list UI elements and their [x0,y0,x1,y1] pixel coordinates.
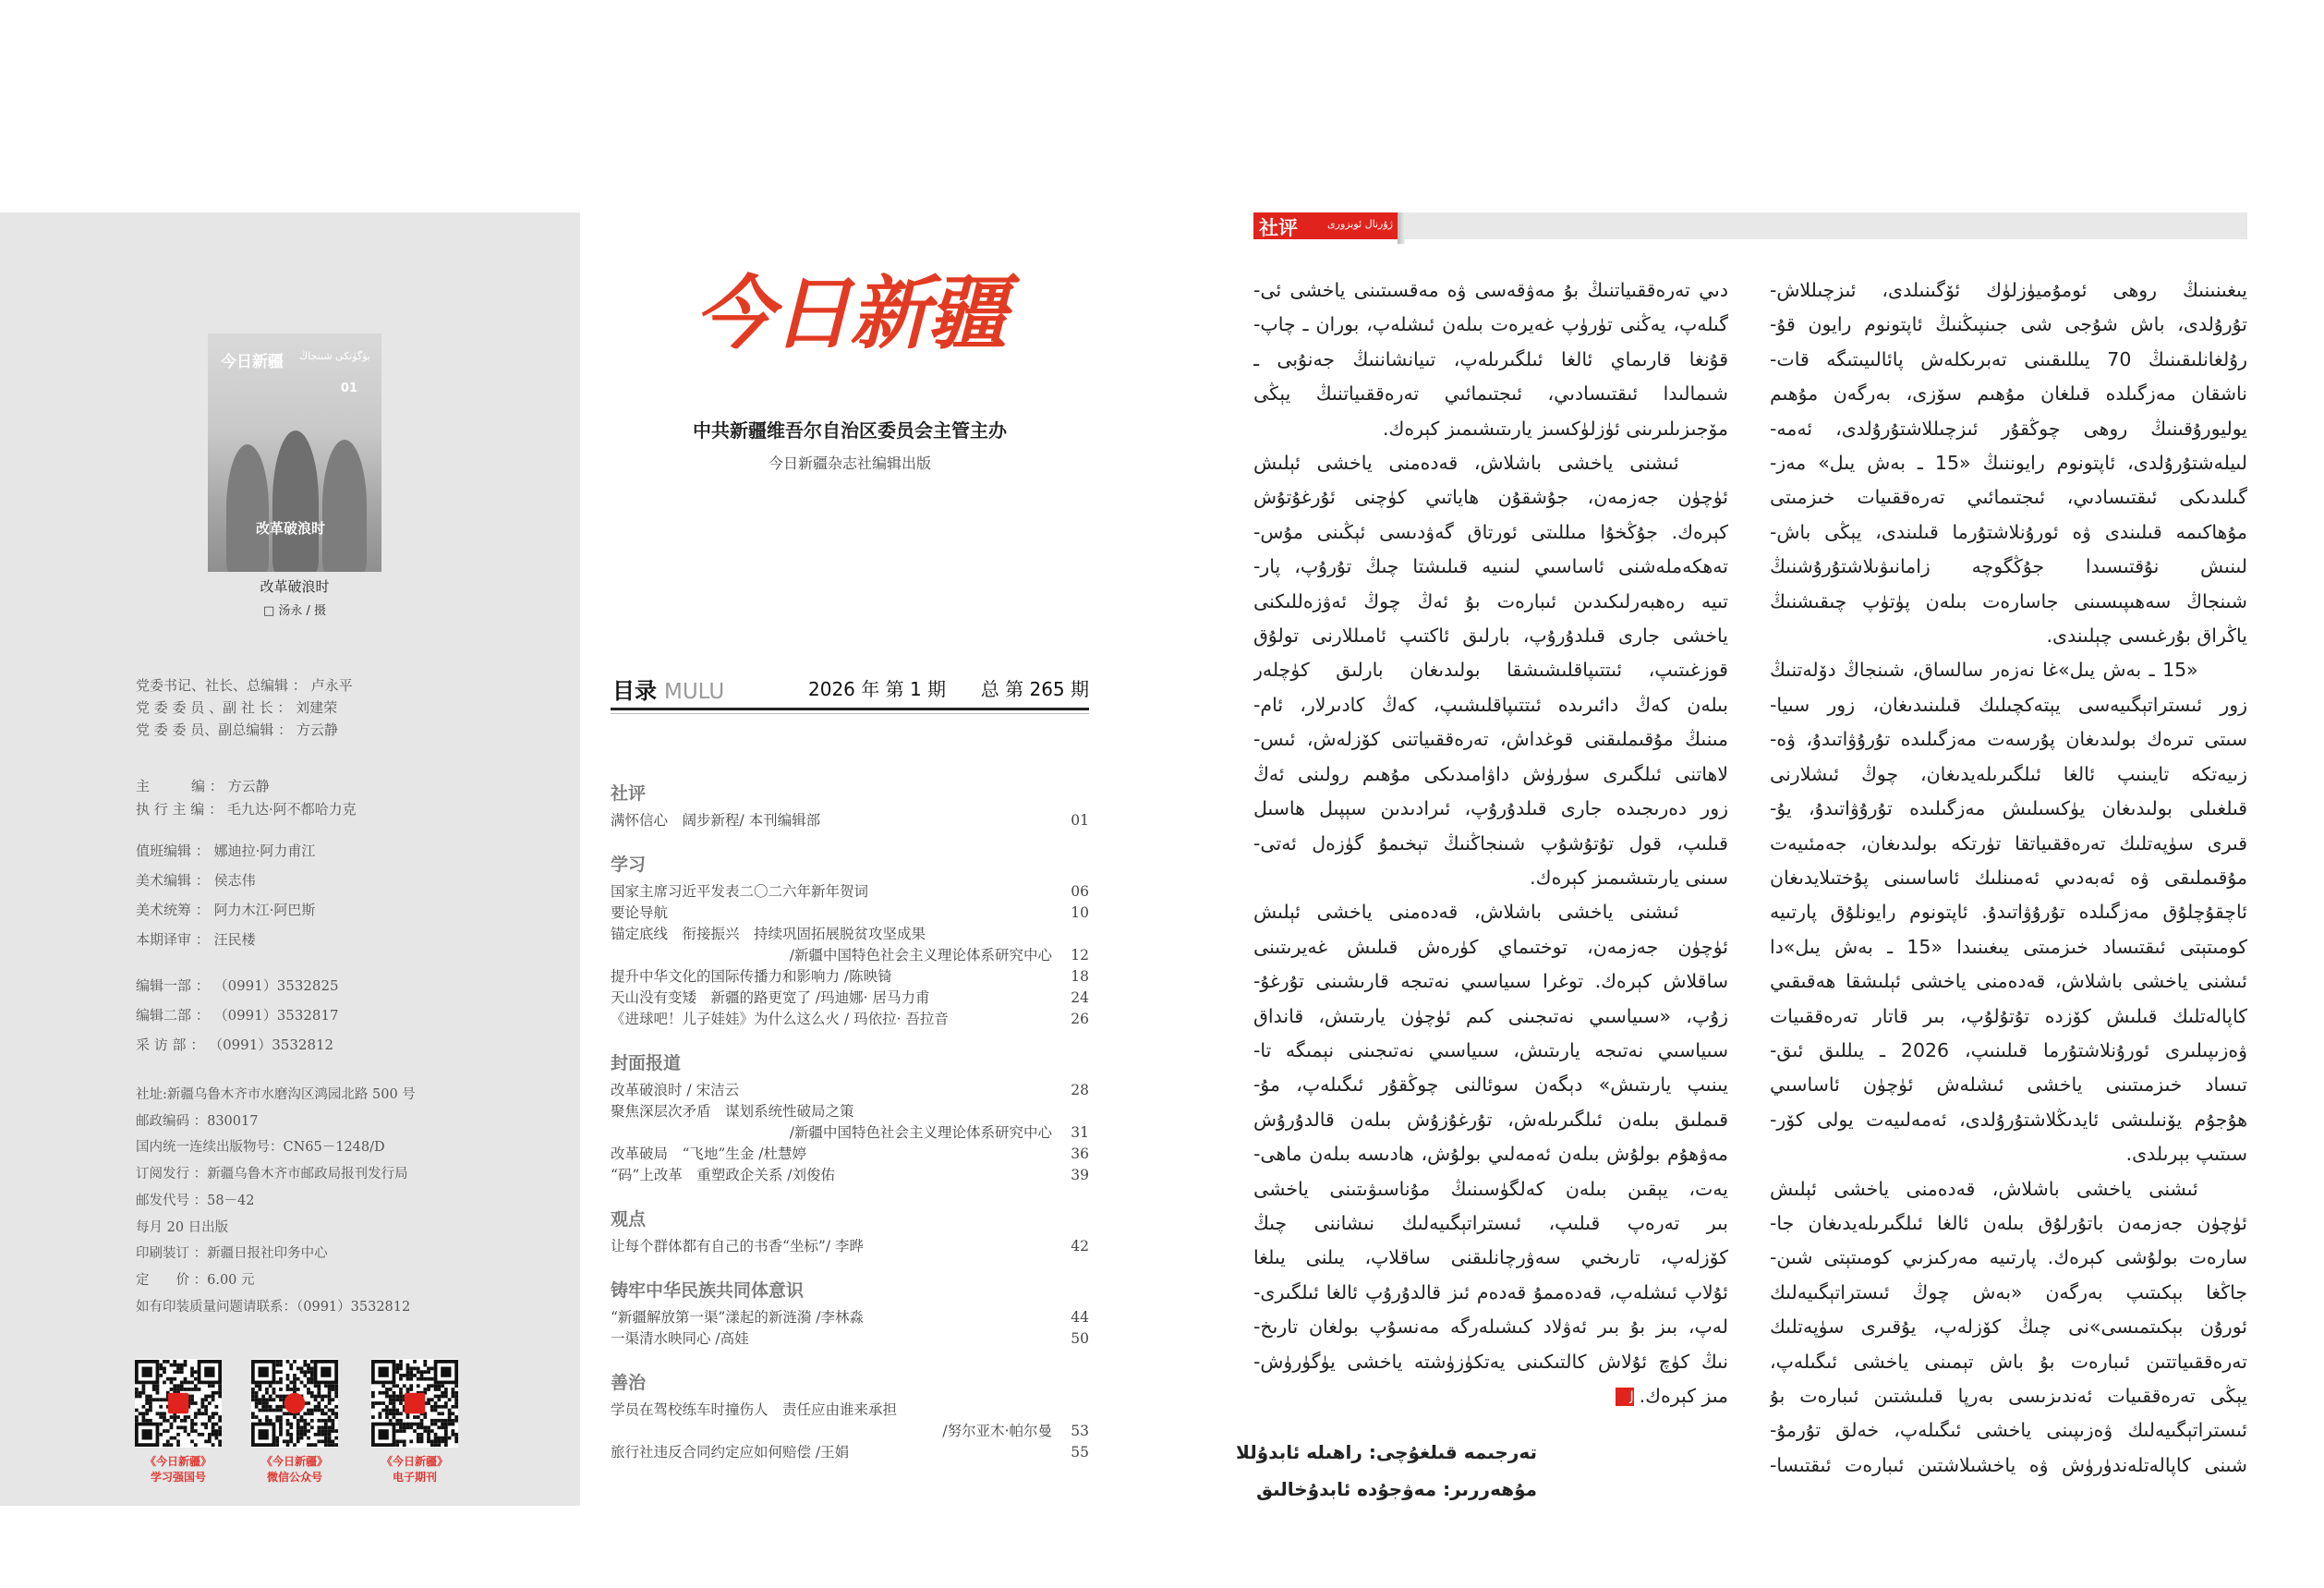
staff-name: 方云静 [296,721,338,738]
toc-page-number: 24 [1071,989,1089,1006]
toc-item-author[interactable] [611,1421,1089,1442]
article-line: گىلىدىكى ئىقتىسادىي، ئىجتىمائىي تەرەققىيات خىزمىتى [1770,486,2247,509]
article-line: شىمالىدا ئىقتىسادىي، ئىجتىمائىي تەرەققىياتنىڭ يېڭى [1253,382,1728,406]
separator: ： [204,801,227,818]
article-line: ساقلاش كېرەك. توغرا سىياسىي نەتىجە قارىشىنى تۇرغۇ- [1253,970,1728,993]
article-column-2 [1253,273,1728,1413]
article-line: سارەت بولۇشى كېرەك. پارتىيە مەركىزىي كومىتېتى شىن- [1770,1246,2247,1269]
article-line: ھۇجۇم يۆنىلىشى ئايدىڭلاشتۇرۇلدى، ئەمەلىيەت يولى كۆر- [1770,1108,2247,1131]
separator: ： [191,977,214,994]
article-line: لەپ، بىز بۇ بىر ئەۋلاد كىشىلەرگە مەنسۇپ بولغان تارىخ- [1253,1315,1728,1339]
toc-item[interactable] [611,1144,1089,1165]
staff-line [136,719,353,741]
toc-item[interactable] [611,1236,1089,1257]
toc-section [611,852,1089,1030]
cover-uyghur-logo: بۈگۈنكى شىنجاڭ [299,350,370,362]
toc-item-author-text: /努尔亚木·帕尔曼 [942,1423,1052,1439]
staff-role: 执 行 主 编 [136,801,205,818]
toc-item-title: 聚焦深层次矛盾 谋划系统性破局之策 [611,1103,854,1120]
article-line: لىيلەشتۇرۇلدى، ئاپتونوم رايوننىڭ «15 ـ بەش يىل» مەز- [1770,452,2247,475]
article-line: ناشقان مەزگىلدە قىلغان مۇھىم سۆزى، بەرگەن مۇھىم [1770,382,2247,406]
cover-headline: 改革破浪时 [256,520,326,537]
staff-group [136,775,357,821]
separator: ： [272,699,297,716]
staff-line [136,697,353,719]
end-mark-icon: J [1616,1388,1634,1406]
article-line: شىنى كاپالەتلەندۈرۈش ۋە ياخشىلاشتىن ئىبارەت ئىقتىسا- [1770,1453,2247,1476]
article-line: ئاچقۇچلۇق مەزگىلدە تۇرۇۋاتىدۇ. ئاپتونوم رايونلۇق پارتىيە [1770,901,2247,924]
staff-line [136,1000,339,1030]
qr-code-label [123,1454,234,1485]
separator: ： [191,931,214,948]
info-line: 如有印装质量问题请联系：（0991）3532812 [136,1299,411,1315]
qr-code[interactable] [135,1359,222,1448]
staff-name: （0991）3532825 [213,977,339,994]
toc-item-author[interactable] [611,1122,1089,1144]
cover-figure [272,430,319,572]
article-line: قىلغىلى بولىدىغان يۈكسىلىش مەزگىلىدە تۇرۇۋاتىدۇ، يۇ- [1770,797,2247,820]
toc-section [611,1050,1089,1186]
article-line: جاڭغا بېكىتىپ بەرگەن «بەش چوڭ ئىستراتېگىيەلىك [1770,1280,2247,1303]
staff-name: 刘建荣 [296,699,338,716]
separator: ： [191,872,214,889]
qr-label-line1: 《今日新疆》 [260,1455,328,1468]
staff-line [136,836,315,866]
info-line: 定 价 ：6.00 元 [136,1272,255,1288]
toc-item-author-text: /新疆中国特色社会主义理论体系研究中心 [789,1124,1052,1141]
toc-item-title: 让每个群体都有自己的书香“坐标”/ 李晔 [611,1238,864,1255]
qr-code[interactable] [251,1359,338,1448]
staff-name: 汪民楼 [213,931,256,948]
qr-label-line1: 《今日新疆》 [144,1455,212,1468]
toc-page-number: 12 [1071,947,1089,964]
staff-role: 党 委 委 员 、副 社 长 [136,699,273,716]
toc-section [611,781,1089,831]
staff-group [136,971,339,1060]
toc-divider [611,713,1089,714]
separator: ： [191,902,214,918]
toc-page-number: 39 [1071,1167,1089,1183]
cover-figure [322,440,367,572]
staff-name: 卢永平 [310,677,353,694]
separator: ： [186,1036,210,1053]
toc-item[interactable] [611,1328,1089,1350]
cover-caption: 改革破浪时 [260,578,330,595]
toc-item[interactable] [611,810,1089,831]
toc-item[interactable] [611,1307,1089,1328]
staff-name: （0991）3532817 [213,1007,339,1024]
article-line: ئورۇن بېكىتمىسى»نى چىڭ كۆزلەپ، يۇقىرى سۈپەتلىك [1770,1315,2247,1339]
toc-item-author[interactable] [611,945,1089,966]
staff-line [136,866,315,895]
staff-line [136,895,315,925]
toc-section-title: 观点 [611,1209,647,1230]
staff-name: 方云静 [227,778,270,794]
toc-divider [611,708,1089,710]
qr-label-line2: 学习强国号 [150,1471,206,1484]
separator: ： [288,677,311,694]
toc-page-number: 31 [1071,1124,1089,1141]
cover-logo: 今日新疆 [221,353,284,371]
section-tag-fold [1398,212,1405,244]
toc-page-number: 44 [1071,1309,1089,1326]
article-line: ئىشنى ياخشى باشلاش، قەدەمنى ياخشى ئېلىش [1253,901,1679,924]
article-line: يىنىپ يارىتىش» دېگەن سوئالنى چوڭقۇر ئىگىلەپ، مۇ- [1253,1073,1728,1097]
info-line: 每月 20 日出版 [136,1219,229,1235]
article-line: يىغىنىنىڭ روھى ئومۇميۈزلۈك ئۆگىنىلدى، ئىزچىللاش- [1770,279,2247,301]
cover-thumbnail [208,333,381,572]
staff-line [136,925,315,954]
staff-role: 党 委 委 员、副总编辑 [136,721,274,738]
toc-page-number: 36 [1071,1146,1089,1162]
article-line: تىساد خىزمىتىنى ياخشى ئىشلەش ئۈچۈن ئاساسىي [1770,1073,2247,1097]
toc-item-title: “码”上改革 重塑政企关系 /刘俊佑 [611,1167,835,1183]
section-tag-ug: ژۇرنال ئوبزورى [1327,218,1393,230]
article-line: ياڭراق بۇرغىسى چېلىندى. [2046,624,2247,648]
toc-item[interactable] [611,1400,1089,1421]
staff-group [136,836,315,954]
toc-section [611,1278,1089,1350]
toc-page-number: 28 [1071,1082,1089,1098]
staff-role: 党委书记、社长、总编辑 [136,677,289,694]
toc-item-title: 一渠清水映同心 /高娃 [611,1330,749,1347]
article-line: شىنجاڭ سەھىپىسىنى جاسارەت بىلەن پۈتۈپ چىقىشنىڭ [1770,589,2247,612]
staff-name: 阿力木江·阿巴斯 [213,902,316,918]
toc-header [612,673,1089,706]
toc-item[interactable] [611,988,1089,1009]
toc-section-title: 封面报道 [611,1053,682,1073]
toc-item[interactable] [611,903,1089,924]
article-line: ئۇلاپ ئىشلەپ، قەدەممۇ قەدەم ئىز قالدۇرۇپ ئالغا ئىلگىرى- [1253,1280,1728,1303]
qr-label-line2: 微信公众号 [266,1471,322,1484]
magazine-logo: 今日新疆 [695,267,1005,360]
staff-role: 编辑一部 [136,977,192,994]
toc-item-title: 学员在驾校练车时撞伤人 责任应由谁来承担 [611,1401,898,1418]
table-of-contents [611,781,1089,1484]
info-line: 国内统一连续出版物号：CN65－1248/D [136,1140,385,1156]
toc-item-title: 要论导航 [611,904,669,921]
info-line: 订阅发行 ：新疆乌鲁木齐市邮政局报刊发行局 [136,1167,408,1182]
article-line: قىرى سۈپەتلىك تەرەققىياتقا تۈرتكە بولىدىغان، جەمئىيەت [1770,831,2247,855]
translator-credit: تەرجىمە قىلغۇچى: راھىلە ئابدۇللا [1236,1441,1537,1463]
staff-name: 毛九达·阿不都哈力克 [226,801,357,818]
article-line: قىلىپ، قول تۇتۇشۇپ شىنجاڭنىڭ تېخىمۇ گۈزەل ئەتى- [1253,831,1728,855]
toc-section-title: 学习 [611,855,647,875]
article-line: لىنىش نۇقتىسىدا جۇڭگوچە زامانىۋىلاشتۇرۇشنىڭ [1770,555,2247,578]
article-line: قىملىق بىلەن ئىلگىرىلەش، تۇرغۇزۇش بىلەن قالدۇرۇش [1253,1108,1728,1131]
staff-line [136,674,353,697]
separator: ： [191,1007,214,1024]
toc-item-title: 国家主席习近平发表二〇二六年新年贺词 [611,883,869,900]
article-line: سىنى يارىتىشىمىز كېرەك. [1530,866,1728,889]
toc-item-title: 旅行社违反合同约定应如何赔偿 /王娟 [611,1444,850,1461]
toc-item-title: 《进球吧！儿子娃娃》为什么这么火 / 玛依拉· 吾拉音 [611,1011,949,1027]
article-column-1 [1770,273,2247,1483]
article-line: رۇلغانلىقىنىڭ 70 يىللىقىنى تەبرىكلەش پائالىيىتىگە قات- [1770,347,2247,370]
toc-page-number: 26 [1071,1011,1089,1027]
article-line: سىياسىي نەتىجە يارىتىش، سىياسىي نەتىجىنى نېمىگە تا- [1253,1038,1728,1061]
separator: ： [205,778,228,794]
toc-item[interactable] [611,924,1089,945]
toc-item[interactable] [611,1442,1089,1463]
toc-item[interactable] [611,1101,1089,1122]
staff-line [136,775,357,798]
toc-page-number: 50 [1071,1330,1089,1347]
toc-page-number: 42 [1071,1238,1089,1255]
info-line: 社址:新疆乌鲁木齐市水磨沟区鸿园北路 500 号 [136,1087,416,1102]
article-line: مىنىڭ مۇقىملىقنى قوغداش، تەرەققىياتنى كۆزلەش، ئىس- [1253,728,1728,751]
section-tag-cn: 社评 [1259,216,1298,239]
info-line: 邮发代号 ：58－42 [136,1193,255,1208]
article-line: ئىشنى ياخشى باشلاش، قەدەمنى ياخشى ئېلىش [1253,452,1679,475]
toc-page-number: 06 [1071,883,1089,900]
article-line: لاھاتنى ئىلگىرى سۈرۈش داۋامىدىكى مۇھىم رولىنى ئەڭ [1253,762,1728,785]
staff-role: 值班编辑 [136,842,192,859]
article-line: كاپالەتلىك قىلىش كۆزدە تۇتۇلۇپ، بىر قاتار تەرەققىيات [1770,1004,2247,1027]
article-line: بىر تەرەپ قىلىپ، ئىستراتېگىيەلىك نىشاننى چىڭ [1253,1211,1728,1234]
staff-role: 采 访 部 [136,1036,187,1053]
article-line: ئىشنى ياخشى باشلاش، قەدەمنى ياخشى ئېلىش [1770,1177,2198,1200]
issue-number: 2026 年 第 1 期 [808,678,947,700]
cover-photo-credit: □ 汤永 / 摄 [262,604,327,618]
toc-item-title: “新疆解放第一渠”漾起的新涟漪 /李林淼 [611,1309,864,1326]
toc-section [611,1206,1089,1257]
article-line: «15 ـ بەش يىل»غا نەزەر سالساق، شىنجاڭ دۆلەتنىڭ [1770,659,2198,682]
toc-item-title: 满怀信心 阔步新程/ 本刊编辑部 [611,812,821,829]
article-line: مۆجىزىلىرىنى ئۈزلۈكسىز يارىتىشىمىز كېرەك. [1383,417,1728,440]
publisher-line: 今日新疆杂志社编辑出版 [768,455,931,472]
article-line: ياخشى جارى قىلدۇرۇپ، بارلىق ئاكتىپ ئامىللارنى تولۇق [1253,624,1728,648]
staff-line [136,1030,339,1060]
toc-section-title: 铸牢中华民族共同体意识 [611,1280,805,1301]
toc-page-number: 10 [1071,904,1089,921]
article-line: مەۋھۇم بولۇش بىلەن ئەمەلىي بولۇش، ھادىسە بىلەن ماھى- [1253,1143,1728,1166]
article-line: تەھكەملەشنى ئاساسىي لىنىيە قىلىشتا چىڭ تۇرۇپ، پار- [1253,555,1728,578]
toc-section-title: 善治 [611,1373,647,1393]
info-line: 印刷装订 ：新疆日报社印务中心 [136,1246,328,1262]
staff-role: 美术编辑 [136,872,192,889]
staff-name: 娜迪拉·阿力甫江 [213,842,316,859]
section-tag [1253,212,1398,239]
qr-code-label [359,1454,470,1485]
toc-item[interactable] [611,1080,1089,1101]
article-line: مىز كېرەك.J [1253,1379,1728,1413]
article-line: بىلەن كەڭ دائىرىدە ئىتتىپاقلىشىپ، كەڭ كادىرلار، ئام- [1253,693,1728,716]
article-line: تۇرۇلدى، باش شۇجى شى جىنپىڭنىڭ ئاپتونوم رايون قۇ- [1770,313,2247,336]
publication-info [136,1082,416,1320]
staff-name: 侯志伟 [213,872,256,889]
toc-item[interactable] [611,1165,1089,1186]
toc-section [611,1370,1089,1463]
separator: ： [191,842,214,859]
total-issue-number: 总 第 265 期 [980,678,1089,700]
article-line: ئۈچۈن جەزمەن، جۇشقۇن ھاياتىي كۈچنى ئۇرغۇتۇش [1253,486,1728,509]
article-line: سىتى تىرەك بولىدىغان پۇرسەت مەزگىلىدە تۇرۇۋاتىدۇ، ۋە- [1770,728,2247,751]
article-line: گىلەپ، يەڭنى تۈرۈپ غەيرەت بىلەن ئىشلەپ، بوران ـ چاپ- [1253,313,1728,336]
toc-item-author-text: /新疆中国特色社会主义理论体系研究中心 [789,947,1052,964]
staff-role: 编辑二部 [136,1007,192,1024]
toc-page-number: 53 [1071,1423,1089,1439]
toc-item-title: 改革破局 “飞地”生金 /杜慧婷 [611,1146,806,1162]
article-line: ئىستراتېگىيەلىك ۋەزىپىنى ياخشى ئىگىلەپ، خەلق تۇرمۇ- [1770,1419,2247,1442]
article-line: ئۈچۈن جەزمەن، توختىماي كۈرەش قىلىش غەيرىتىنى [1253,935,1728,958]
staff-role: 美术统筹 [136,902,192,918]
article-line: كېرەك. جۇڭخۇا مىللىتى ئورتاق گەۋدىسى ئېڭىنى مۇس- [1253,520,1728,543]
article-line: تەرەققىياتتىن ئىبارەت بۇ باش تېمىنى ياخشى ئىگىلەپ، [1770,1350,2247,1373]
article-line: يەت، يېقىن بىلەن كەلگۈسىنىڭ مۇناسىۋىتىنى ياخشى [1253,1177,1728,1200]
toc-item-title: 锚定底线 衔接振兴 持续巩固拓展脱贫攻坚成果 [611,926,926,942]
article-line: مۇقىملىقى ۋە ئەبەدىي ئەمىنلىك ئاساسىنى پۇختىلايدىغان [1770,866,2247,889]
toc-item-title: 提升中华文化的国际传播力和影响力 /陈映锜 [611,968,892,985]
article-line: دىي تەرەققىياتنىڭ بۇ مەۋقەسى ۋە مەقسىتىنى ياخشى ئى- [1253,279,1728,301]
article-line: تىيە رەھبەرلىكىدىن ئىبارەت بۇ ئەڭ چوڭ ئەۋزەللىكنى [1253,589,1728,612]
toc-section-title: 社评 [611,783,647,804]
qr-label-line2: 电子期刊 [392,1471,437,1484]
article-line: ئىشنى ياخشى باشلاش، قەدەمنى ياخشى ئېلىشقا ھەقىقىي [1770,970,2247,993]
article-line: مۇھاكىمە قىلىندى ۋە ئورۇنلاشتۇرما قىلىندى، يېڭى باش- [1770,520,2247,543]
article-line: نىڭ كۈچ ئۇلاش كالتىكىنى يەتكۈزۈشتە ياخشى يۈگۈرۈش- [1253,1350,1728,1373]
qr-label-line1: 《今日新疆》 [381,1455,448,1468]
article-line: قۇنغا قارىماي ئالغا ئىلگىرىلەپ، تىيانشاننىڭ جەنۇبى ـ [1253,347,1728,370]
staff-group [136,674,353,741]
toc-item[interactable] [611,881,1089,903]
article-line: كۆزلەپ، تارىخىي سەۋرچانلىقنى ساقلاپ، يىلنى يىلغا [1253,1246,1728,1269]
article-line: زىيەتكە تايىنىپ ئالغا ئىلگىرىلەيدىغان، چوڭ ئىشلارنى [1770,762,2247,785]
cover-issue-number: 01 [340,382,357,395]
article-line: زۇپ، «سىياسىي نەتىجىنى كىم ئۈچۈن يارىتىش، قانداق [1253,1004,1728,1027]
toc-item-title: 天山没有变矮 新疆的路更宽了 /玛迪娜· 居马力甫 [611,989,930,1006]
article-line: زور ئىستراتېگىيەسى يېتەكچىلىك قىلىنىدىغان، زور سىيا- [1770,693,2247,716]
editor-credit: مۇھەررىر: مەۋجۇدە ئابدۇخالىق [1256,1478,1537,1500]
article-line: ئۈچۈن جەزمەن باتۇرلۇق بىلەن ئالغا ئىلگىرىلەيدىغان جا- [1770,1211,2247,1234]
staff-name: （0991）3532812 [209,1036,334,1053]
article-line: قوزغىتىپ، ئىتتىپاقلىشىشقا بولىدىغان بارلىق كۈچلەر [1253,659,1728,682]
staff-role: 主 编 [136,778,206,794]
toc-item[interactable] [611,1009,1089,1030]
qr-code-label [239,1454,350,1485]
article-line: سىتىپ بېرىلدى. [2125,1143,2247,1166]
qr-code[interactable] [371,1359,458,1448]
toc-item[interactable] [611,966,1089,988]
toc-title: 目录 [612,678,657,704]
toc-page-number: 18 [1071,968,1089,985]
toc-page-number: 01 [1071,812,1089,829]
staff-role: 本期译审 [136,931,192,948]
info-line: 邮政编码 ：830017 [136,1113,259,1129]
cover-figure [226,444,269,572]
toc-title-pinyin: MULU [664,680,725,704]
separator: ： [273,721,297,738]
article-line: كومىتېتى ئىقتىساد خىزمىتى يىغىنىدا «15 ـ بەش يىل»دا [1770,935,2247,958]
toc-page-number: 55 [1071,1444,1089,1461]
article-line: ۋەزىپىلىرى ئورۇنلاشتۇرما قىلىنىپ، 2026 ـ يىللىق ئىق- [1770,1038,2247,1061]
toc-item-title: 改革破浪时 / 宋洁云 [611,1082,740,1098]
article-line: يوليورۇقىنىڭ روھى چوڭقۇر ئىزچىللاشتۇرۇلدى، ئەمە- [1770,417,2247,440]
staff-line [136,798,357,821]
staff-line [136,971,339,1000]
article-line: يېڭى تەرەققىيات ئەندىزىسى بەرپا قىلىشتىن ئىبارەت بۇ [1770,1385,2247,1407]
article-line: زور دەرىجىدە جارى قىلدۇرۇپ، ئىرادىدىن سېپىل ھاسىل [1253,797,1728,820]
sponsor-line: 中共新疆维吾尔自治区委员会主管主办 [693,419,1007,442]
